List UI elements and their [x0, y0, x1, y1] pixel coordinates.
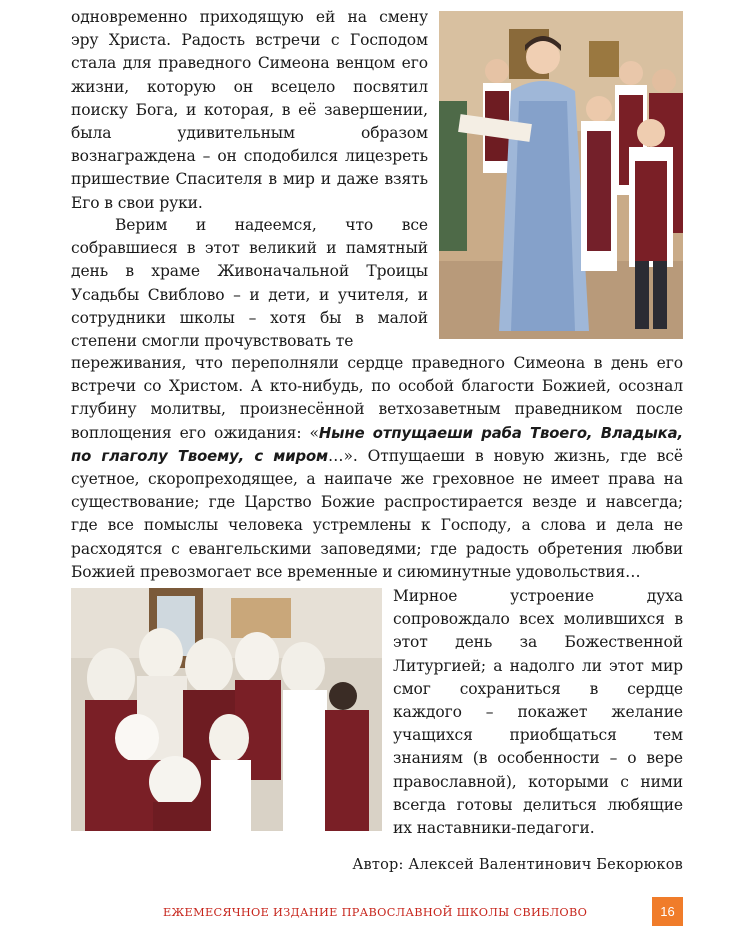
article-paragraph-1: одновременно приходящую ей на смену эру Христа. Радость встречи с Господом стала для праведного Симеона венцом его жизни, которую он всецело посвятил поиску Бога, и которая, в её завершении, была удивительным образом вознаграждена – он сподобился лицезреть пришествие Спасителя в мир и даже взять Его в свои руки. [71, 8, 428, 212]
article-paragraph-3 [71, 352, 683, 584]
footer-publication-title: ЕЖЕМЕСЯЧНОЕ ИЗДАНИЕ ПРАВОСЛАВНОЙ ШКОЛЫ СВИБЛОВО [163, 906, 588, 919]
article-paragraph-4: Мирное устроение духа сопровождало всех молившихся в этот день за Божественной Литургией; а надолго ли этот мир смог сохраниться в сердце каждого – покажет желание учащихся приобщаться тем знаниям (в особенности – о вере православной), которыми с ними всегда готовы делиться любящие их наставники-педагоги. [393, 587, 683, 838]
church-slavonic-quote: Ныне отпущаеши раба Твоего, Владыка, по глаголу Твоему, с миром [71, 424, 683, 465]
author-credit: Автор: Алексей Валентинович Бекорюков [352, 857, 683, 873]
page-number-badge: 16 [652, 897, 683, 926]
article-paragraph-2: Верим и надеемся, что все собравшиеся в этот великий и памятный день в храме Живоначальной Троицы Усадьбы Свиблово – и дети, и учителя, и сотрудники школы – хотя бы в малой степени смогли прочувствовать те [71, 216, 428, 351]
photo-altar-server-reading [439, 11, 683, 339]
photo-girls-in-headscarves [71, 588, 382, 831]
paragraph-3-end: …». Отпущаеши в новую жизнь, где всё суетное, скоропреходящее, а наипаче же греховное не имеет права на существование; где Царство Божие распростирается везде и навсегда; где все помыслы человека устремлены к Господу, а слова и дела не расходятся с евангельскими заповедями; где радость обретения любви Божией превозмогает все временные и сиюминутные удовольствия… [71, 446, 684, 581]
paragraph-3-start: переживания, что переполняли сердце праведного Симеона в день его встречи со Христом. А кто-нибудь, по особой благости Божией, осознал глубину молитвы, произнесённой ветхозаветным праведником после воплощения его ожидания: « [71, 354, 683, 442]
